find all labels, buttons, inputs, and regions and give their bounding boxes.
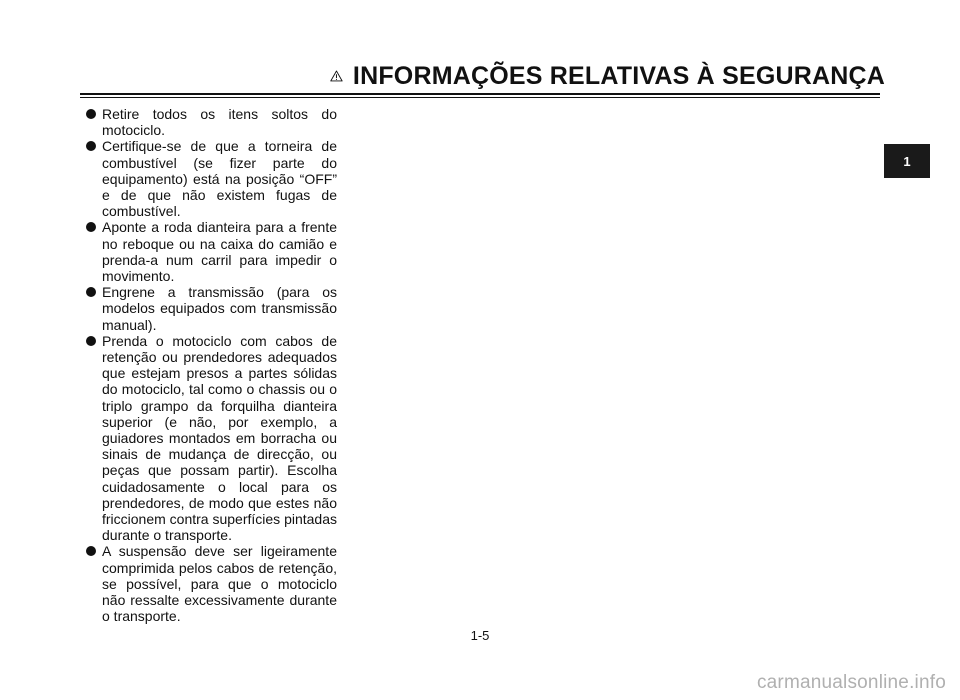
list-item: Engrene a transmissão (para os modelos equipados com transmissão manual). — [82, 284, 337, 333]
list-item: Retire todos os itens soltos do motociclo. — [82, 106, 337, 138]
page-number: 1-5 — [470, 628, 490, 643]
bullet-icon — [86, 141, 96, 151]
bullet-icon — [86, 336, 96, 346]
page-title: INFORMAÇÕES RELATIVAS À SEGURANÇA — [352, 61, 885, 90]
list-item: A suspensão deve ser ligeiramente comprimida pelos cabos de retenção, se possível, para que o motociclo não ressalte excessivamente durante o transporte. — [82, 543, 337, 624]
header-rule — [80, 93, 880, 95]
safety-bullet-list — [82, 106, 337, 625]
bullet-icon — [86, 109, 96, 119]
chapter-tab[interactable]: 1 — [884, 144, 930, 178]
list-item: Certifique-se de que a torneira de combustível (se fizer parte do equipamento) está na posição “OFF” e de que não existem fugas de combustível. — [82, 138, 337, 219]
watermark: carmanualsonline.info — [756, 672, 946, 693]
warning-triangle-icon — [330, 64, 343, 88]
header-rule-thin — [80, 97, 880, 98]
list-item: Aponte a roda dianteira para a frente no reboque ou na caixa do camião e prenda-a num carril para impedir o movimento. — [82, 219, 337, 284]
bullet-icon — [86, 287, 96, 297]
page-header — [330, 60, 885, 92]
bullet-icon — [86, 222, 96, 232]
bullet-icon — [86, 546, 96, 556]
list-item: Prenda o motociclo com cabos de retenção ou prendedores adequados que estejam presos a partes sólidas do motociclo, tal como o chassis ou o triplo grampo da forquilha dianteira superior (e não, por exemplo, a guiadores montados em borracha ou sinais de mudança de direcção, ou peças que possam partir). Escolha cuidadosamente o local para os prendedores, de modo que estes não friccionem contra superfícies pintadas durante o transporte. — [82, 333, 337, 544]
